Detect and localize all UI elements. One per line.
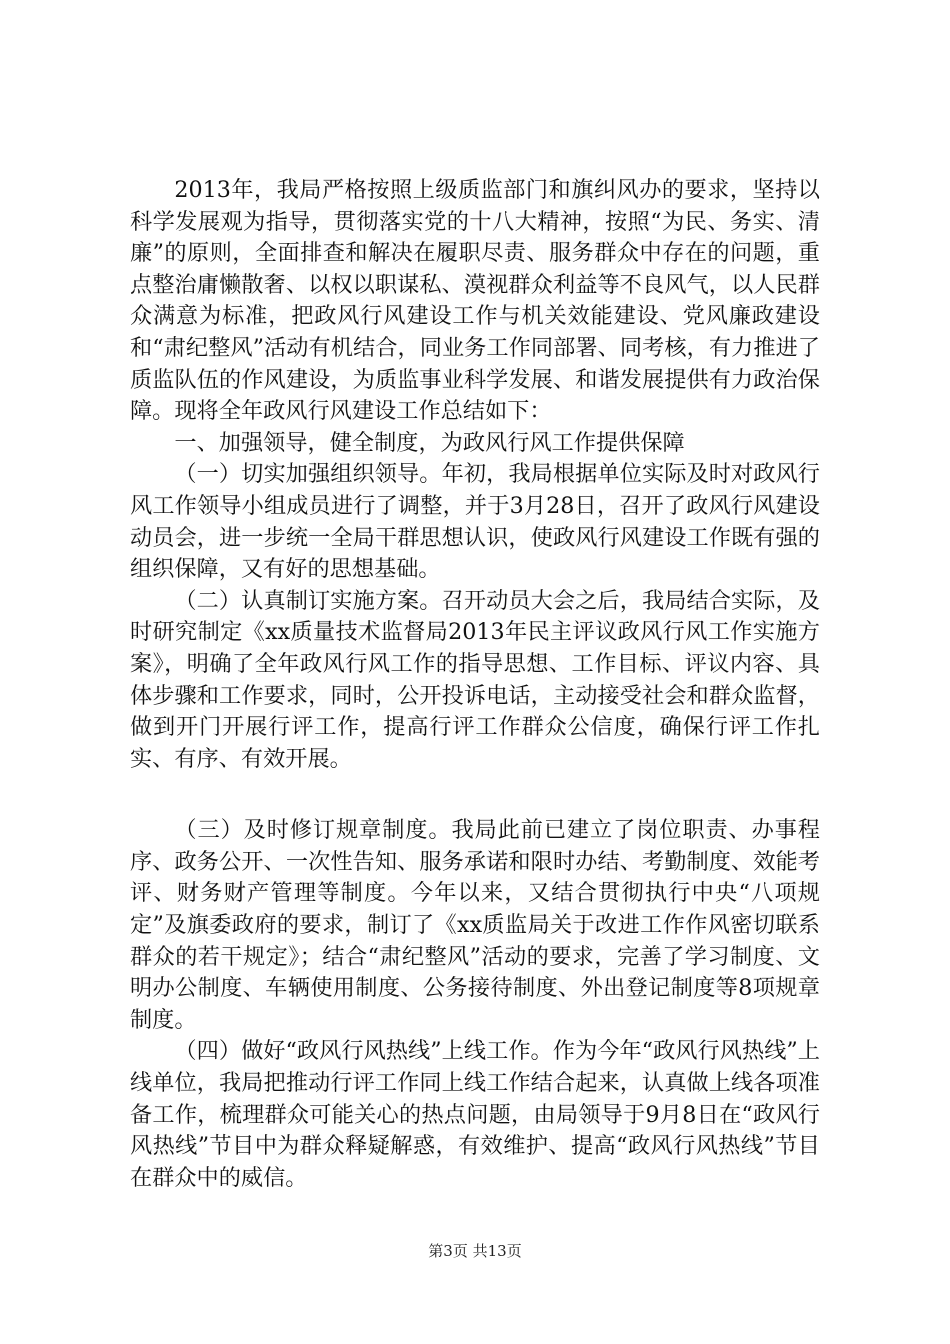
paragraph-rules: （三）及时修订规章制度。我局此前已建立了岗位职责、办事程序、政务公开、一次性告知、服务承诺和限时办结、考勤制度、效能考评、财务财产管理等制度。今年以来，又结合贯彻执行中央“八项规定”及旗委政府的要求，制订了《xx质监局关于改进工作作风密切联系群众的若干规定》；结合“肃纪整风”活动的要求，完善了学习制度、文明办公制度、车辆使用制度、公务接待制度、外出登记制度等8项规章制度。: [130, 817, 820, 1033]
document-body: [130, 175, 820, 1194]
paragraph-plan: （二）认真制订实施方案。召开动员大会之后，我局结合实际，及时研究制定《xx质量技术监督局2013年民主评议政风行风工作实施方案》，明确了全年政风行风工作的指导思想、工作目标、评议内容、具体步骤和工作要求，同时，公开投诉电话，主动接受社会和群众监督，做到开门开展行评工作，提高行评工作群众公信度，确保行评工作扎实、有序、有效开展。: [130, 587, 820, 772]
intro-paragraph: 2013年，我局严格按照上级质监部门和旗纠风办的要求，坚持以科学发展观为指导，贯彻落实党的十八大精神，按照“为民、务实、清廉”的原则，全面排查和解决在履职尽责、服务群众中存在的问题，重点整治庸懒散奢、以权以职谋私、漠视群众利益等不良风气，以人民群众满意为标准，把政风行风建设工作与机关效能建设、党风廉政建设和“肃纪整风”活动有机结合，同业务工作同部署、同考核，有力推进了质监队伍的作风建设，为质监事业科学发展、和谐发展提供有力政治保障。现将全年政风行风建设工作总结如下：: [130, 177, 820, 425]
section-heading: 一、加强领导，健全制度，为政风行风工作提供保障: [174, 429, 685, 456]
page-footer: 第3页 共13页: [428, 1242, 522, 1260]
paragraph-hotline: （四）做好“政风行风热线”上线工作。作为今年“政风行风热线”上线单位，我局把推动行评工作同上线工作结合起来，认真做上线各项准备工作，梳理群众可能关心的热点问题，由局领导于9月8日在“政风行风热线”节目中为群众释疑解惑，有效维护、提高“政风行风热线”节目在群众中的威信。: [130, 1038, 820, 1191]
paragraph-organization: （一）切实加强组织领导。年初，我局根据单位实际及时对政风行风工作领导小组成员进行了调整，并于3月28日，召开了政风行风建设动员会，进一步统一全局干群思想认识，使政风行风建设工作既有强的组织保障，又有好的思想基础。: [130, 461, 820, 583]
